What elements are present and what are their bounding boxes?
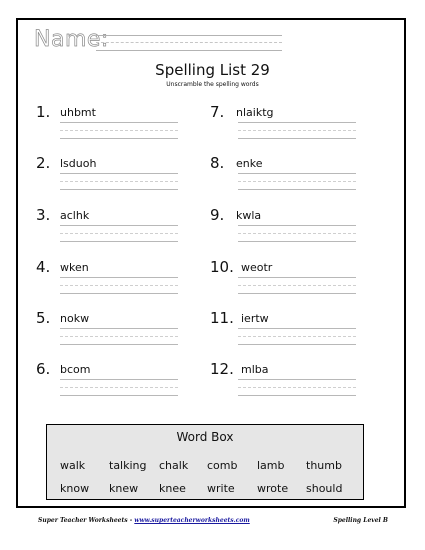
list-item (36, 259, 186, 305)
item-number: 8. (210, 154, 225, 172)
answer-line[interactable] (60, 379, 178, 380)
scrambled-word: kwla (236, 209, 262, 222)
answer-line[interactable] (238, 344, 356, 345)
word-box-word: walk (60, 459, 86, 472)
footer-link[interactable]: www.superteacherworksheets.com (134, 517, 250, 524)
scrambled-word: enke (236, 157, 263, 170)
answer-line[interactable] (60, 138, 178, 139)
answer-guide (238, 181, 356, 182)
list-item (210, 104, 360, 150)
scrambled-word: bcom (60, 363, 91, 376)
answer-guide (60, 387, 178, 388)
answer-guide (238, 233, 356, 234)
word-box-word: talking (109, 459, 147, 472)
scrambled-word: iertw (241, 312, 269, 325)
answer-guide (60, 336, 178, 337)
word-box-word: knee (159, 482, 186, 495)
answer-guide (238, 130, 356, 131)
answer-line[interactable] (238, 395, 356, 396)
list-item (36, 310, 186, 356)
answer-guide (60, 233, 178, 234)
answer-line[interactable] (238, 241, 356, 242)
answer-guide (60, 285, 178, 286)
answer-guide (238, 285, 356, 286)
list-item (210, 259, 360, 305)
answer-line[interactable] (60, 241, 178, 242)
item-number: 1. (36, 103, 51, 121)
item-number: 5. (36, 309, 51, 327)
list-item (36, 207, 186, 253)
footer-brand: Super Teacher Worksheets - (38, 517, 135, 524)
scrambled-word: nokw (60, 312, 90, 325)
list-item (36, 155, 186, 201)
word-box-word: knew (109, 482, 139, 495)
name-label: Name: (34, 27, 109, 52)
answer-line[interactable] (60, 122, 178, 123)
word-box-word: lamb (257, 459, 285, 472)
list-item (36, 104, 186, 150)
answer-guide (238, 336, 356, 337)
item-number: 12. (210, 360, 234, 378)
item-number: 9. (210, 206, 225, 224)
name-line-base (96, 50, 282, 51)
word-box-word: comb (207, 459, 238, 472)
answer-line[interactable] (238, 173, 356, 174)
answer-guide (60, 181, 178, 182)
word-box-word: write (207, 482, 235, 495)
word-box-word: wrote (257, 482, 289, 495)
answer-line[interactable] (238, 277, 356, 278)
answer-guide (60, 130, 178, 131)
page-title: Spelling List 29 (155, 61, 270, 79)
word-box-word: know (60, 482, 90, 495)
list-item (210, 310, 360, 356)
answer-line[interactable] (60, 173, 178, 174)
scrambled-word: mlba (241, 363, 269, 376)
answer-line[interactable] (238, 138, 356, 139)
name-line-mid (96, 42, 282, 43)
name-line-top (96, 35, 282, 36)
item-number: 7. (210, 103, 225, 121)
answer-line[interactable] (60, 277, 178, 278)
item-number: 2. (36, 154, 51, 172)
scrambled-word: nlaiktg (236, 106, 274, 119)
scrambled-word: wken (60, 261, 89, 274)
answer-line[interactable] (238, 122, 356, 123)
list-item (210, 155, 360, 201)
answer-line[interactable] (238, 293, 356, 294)
item-number: 11. (210, 309, 234, 327)
answer-line[interactable] (60, 189, 178, 190)
word-box-title: Word Box (176, 430, 234, 444)
word-box (46, 424, 364, 500)
word-box-word: chalk (159, 459, 189, 472)
answer-line[interactable] (60, 328, 178, 329)
list-item (210, 361, 360, 407)
scrambled-word: weotr (241, 261, 273, 274)
word-box-word: should (306, 482, 343, 495)
footer-credit (38, 517, 250, 524)
answer-line[interactable] (60, 225, 178, 226)
item-number: 10. (210, 258, 234, 276)
word-box-word: thumb (306, 459, 342, 472)
scrambled-word: aclhk (60, 209, 90, 222)
answer-line[interactable] (238, 189, 356, 190)
answer-line[interactable] (238, 379, 356, 380)
answer-guide (238, 387, 356, 388)
answer-line[interactable] (60, 395, 178, 396)
answer-line[interactable] (60, 293, 178, 294)
scrambled-word: uhbmt (60, 106, 96, 119)
answer-line[interactable] (238, 328, 356, 329)
item-number: 6. (36, 360, 51, 378)
scrambled-word: lsduoh (60, 157, 97, 170)
list-item (36, 361, 186, 407)
answer-line[interactable] (60, 344, 178, 345)
answer-line[interactable] (238, 225, 356, 226)
item-number: 4. (36, 258, 51, 276)
item-number: 3. (36, 206, 51, 224)
instructions: Unscramble the spelling words (166, 81, 259, 88)
list-item (210, 207, 360, 253)
footer-level: Spelling Level B (333, 517, 388, 524)
